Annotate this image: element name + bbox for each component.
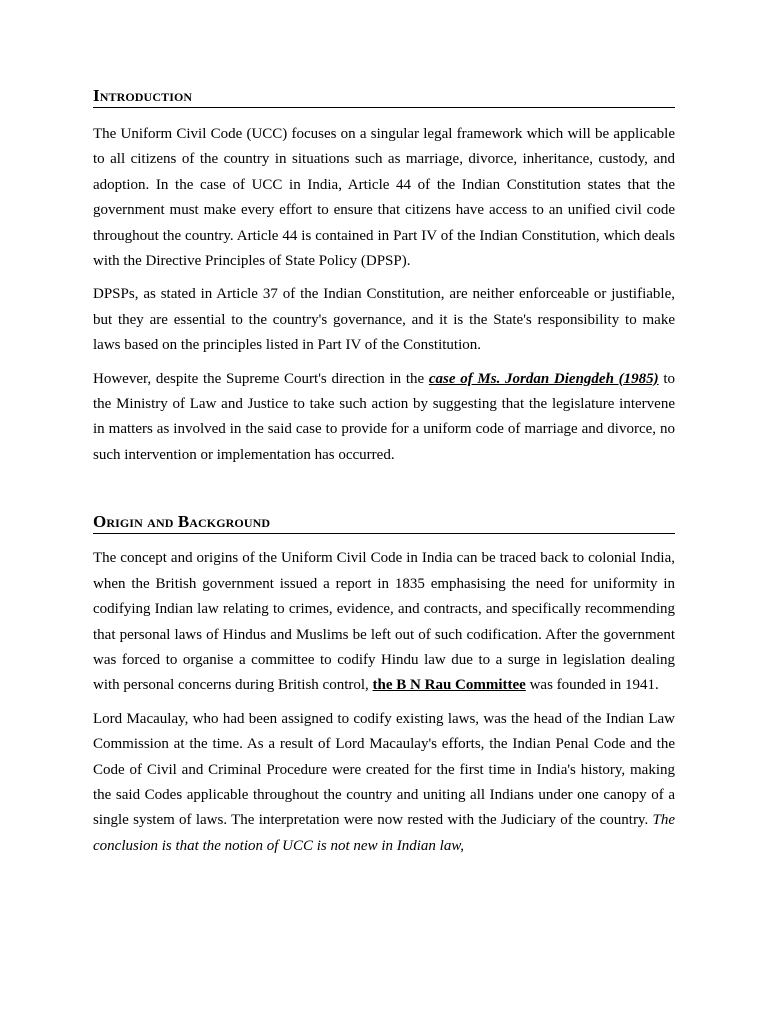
introduction-heading: Introduction (93, 86, 675, 108)
origin-paragraph-2 (93, 707, 675, 859)
origin-paragraph-1-text-after: was founded in 1941. (525, 677, 659, 694)
origin-paragraph-2-text: Lord Macaulay, who had been assigned to codify existing laws, was the head of the Indian Law Commission at the time. As a result of Lord Macaulay's efforts, the Indian Penal Code and the Code of Civil and Criminal Procedure were created for the first time in India's history, making the said Codes applicable throughout the country and uniting all Indians under one canopy of a single system of laws. The interpretation were now rested with the Judiciary of the country. (93, 710, 675, 829)
introduction-paragraph-2: DPSPs, as stated in Article 37 of the Indian Constitution, are neither enforceable or justifiable, but they are essential to the country's governance, and it is the State's responsibility to make laws based on the principles listed in Part IV of the Constitution. (93, 286, 675, 354)
jordan-diengdeh-case-link[interactable]: case of Ms. Jordan Diengdeh (1985) (428, 370, 659, 387)
bn-rau-committee-link[interactable]: the B N Rau Committee (372, 677, 526, 694)
introduction-paragraph-3-text-after: to the Ministry of Law and Justice to take such action by suggesting that the legislature intervene in matters as involved in the said case to provide for a uniform code of marriage and divorce, no such intervention or implementation has occurred. (93, 370, 675, 463)
origin-paragraph-2-italic-text: The conclusion is that the notion of UCC is not new in Indian law, (93, 812, 675, 854)
origin-paragraph-1 (93, 546, 675, 698)
origin-background-heading: Origin and Background (93, 512, 675, 534)
introduction-paragraph-1: The Uniform Civil Code (UCC) focuses on a singular legal framework which will be applicable to all citizens of the country in situations such as marriage, divorce, inheritance, custody, and adoption. In the case of UCC in India, Article 44 of the Indian Constitution states that the government must make every effort to ensure that citizens have access to an unified civil code throughout the country. Article 44 is contained in Part IV of the Indian Constitution, which deals with the Directive Principles of State Policy (DPSP). (93, 126, 675, 270)
introduction-paragraph-3 (93, 367, 675, 469)
introduction-paragraph-3-text-before: However, despite the Supreme Court's direction in the (93, 370, 429, 387)
origin-paragraph-1-text-before: The concept and origins of the Uniform Civil Code in India can be traced back to colonial India, when the British government issued a report in 1835 emphasising the need for uniformity in codifying Indian law relating to crimes, evidence, and contracts, and specifically recommending that personal laws of Hindus and Muslims be left out of such codification. After the government was forced to organise a committee to codify Hindu law due to a surge in legislation dealing with personal concerns during British control, (93, 550, 675, 694)
